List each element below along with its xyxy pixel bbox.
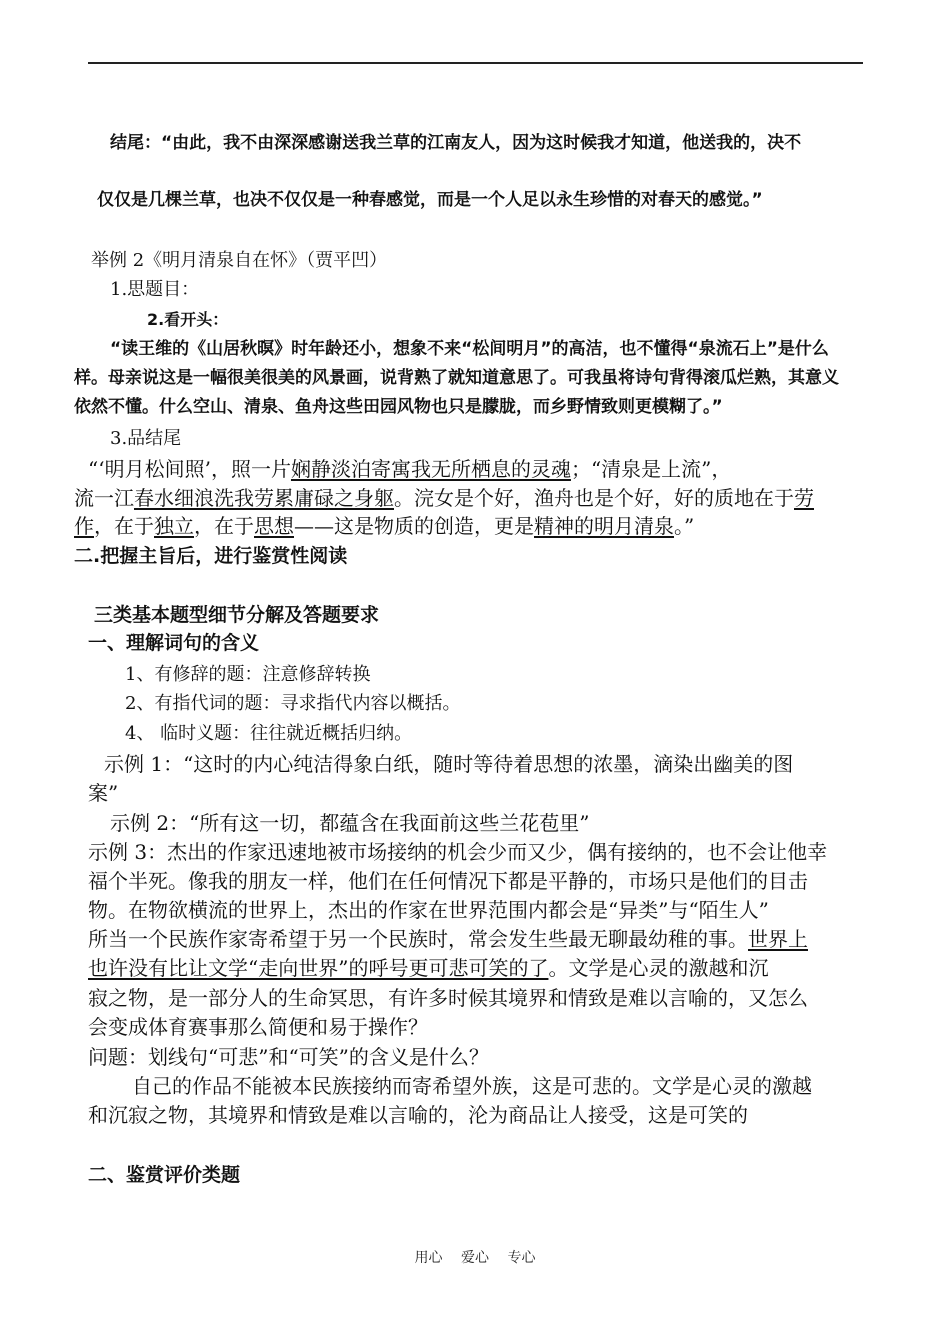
section-2-heading: 二.把握主旨后，进行鉴赏性阅读 <box>74 545 348 567</box>
underlined-phrase: 娴静淡泊寄寓我无所栖息的灵魂 <box>290 457 571 481</box>
example-3-line-6: 寂之物，是一部分人的生命冥思，有许多时候其境界和情致是难以言喻的，又怎么 <box>88 986 808 1010</box>
ending-text: ，在于 <box>94 514 154 538</box>
ending-quote-line-1: 结尾：“由此，我不由深深感谢送我兰草的江南友人，因为这时候我才知道，他送我的，决不 <box>110 133 802 153</box>
ending-text: “‘明月松间照’，照一片 <box>88 457 291 481</box>
answer-line-1: 自己的作品不能被本民族接纳而寄希望外族，这是可悲的。文学是心灵的激越 <box>132 1074 812 1098</box>
question-types-heading: 三类基本题型细节分解及答题要求 <box>94 604 380 626</box>
example-3-line-4 <box>88 923 808 952</box>
part-1-heading: 一、理解词句的含义 <box>88 632 260 654</box>
ending-excerpt-line-1 <box>88 453 731 482</box>
underlined-phrase: 作 <box>74 514 94 538</box>
underlined-sentence: 也许没有比让文学“走向世界”的呼号更可悲可笑的了 <box>88 956 549 980</box>
underlined-phrase: 春水细浪洗我劳累庸碌之身躯 <box>134 486 394 510</box>
ending-text: 流一江 <box>74 486 134 510</box>
ending-text: ；“清泉是上流”， <box>570 457 732 481</box>
example-1-line-2: 案” <box>88 781 119 805</box>
example-2-title: 举例 2《明月清泉自在怀》（贾平凹） <box>91 250 388 271</box>
part-2-heading: 二、鉴赏评价类题 <box>88 1164 241 1186</box>
example-1-line-1: 示例 1：“这时的内心纯洁得象白纸，随时等待着思想的浓墨，滴染出幽美的图 <box>104 752 794 776</box>
underlined-phrase: 精神的明月清泉 <box>534 514 674 538</box>
underlined-sentence: 世界上 <box>748 927 808 951</box>
example-3-line-7: 会变成体育赛事那么简便和易于操作？ <box>88 1015 428 1039</box>
ending-text: ，在于 <box>194 514 254 538</box>
example-3-line-5 <box>88 952 768 981</box>
ending-excerpt-line-2 <box>74 482 814 511</box>
part-1-item-1: 1、有修辞的题：注意修辞转换 <box>125 664 371 685</box>
part-1-item-3: 4、 临时义题：往往就近概括归纳。 <box>125 723 413 744</box>
header-rule <box>88 62 863 64</box>
ending-quote-line-2: 仅仅是几棵兰草，也决不仅仅是一种春感觉，而是一个人足以永生珍惜的对春天的感觉。” <box>97 190 763 210</box>
underlined-phrase: 劳 <box>794 486 814 510</box>
ending-excerpt-line-3 <box>74 510 694 539</box>
page-footer: 用心 爱心 专心 <box>414 1250 536 1266</box>
part-1-item-2: 2、有指代词的题：寻求指代内容以概括。 <box>125 693 461 714</box>
example-2-text: 示例 2：“所有这一切，都蕴含在我面前这些兰花苞里” <box>110 811 590 835</box>
example-3-text: 。文学是心灵的激越和沉 <box>548 956 769 980</box>
step-2-label: 2.看开头： <box>147 310 229 329</box>
ending-text: 。” <box>674 514 695 538</box>
ending-text: 。浣女是个好，渔舟也是个好，好的质地在于 <box>394 486 794 510</box>
example-3-line-2: 福个半死。像我的朋友一样，他们在任何情况下都是平静的，市场只是他们的目击 <box>88 869 808 893</box>
step-1-label: 1.思题目： <box>110 279 200 300</box>
example-3-line-3: 物。在物欲横流的世界上，杰出的作家在世界范围内都会是“异类”与“陌生人” <box>88 898 769 922</box>
example-3-text: 所当一个民族作家寄希望于另一个民族时，常会发生些最无聊最幼稚的事。 <box>88 927 748 951</box>
answer-line-2: 和沉寂之物，其境界和情致是难以言喻的，沦为商品让人接受，这是可笑的 <box>88 1103 748 1127</box>
question-text: 问题：划线句“可悲”和“可笑”的含义是什么？ <box>88 1045 489 1069</box>
example-3-line-1: 示例 3：杰出的作家迅速地被市场接纳的机会少而又少，偶有接纳的，也不会让他幸 <box>88 840 828 864</box>
opening-line-1: “读王维的《山居秋暝》时年龄还小，想象不来“松间明月”的高洁，也不懂得“泉流石上”是什么 <box>110 339 829 359</box>
underlined-phrase: 独立 <box>154 514 194 538</box>
ending-text: ——这是物质的创造，更是 <box>294 514 534 538</box>
opening-line-3: 依然不懂。什么空山、清泉、鱼舟这些田园风物也只是朦胧，而乡野情致则更模糊了。” <box>74 397 723 417</box>
opening-line-2: 样。母亲说这是一幅很美很美的风景画，说背熟了就知道意思了。可我虽将诗句背得滚瓜烂熟，其意义 <box>74 368 839 388</box>
step-3-label: 3.品结尾 <box>110 428 182 449</box>
underlined-phrase: 思想 <box>254 514 294 538</box>
